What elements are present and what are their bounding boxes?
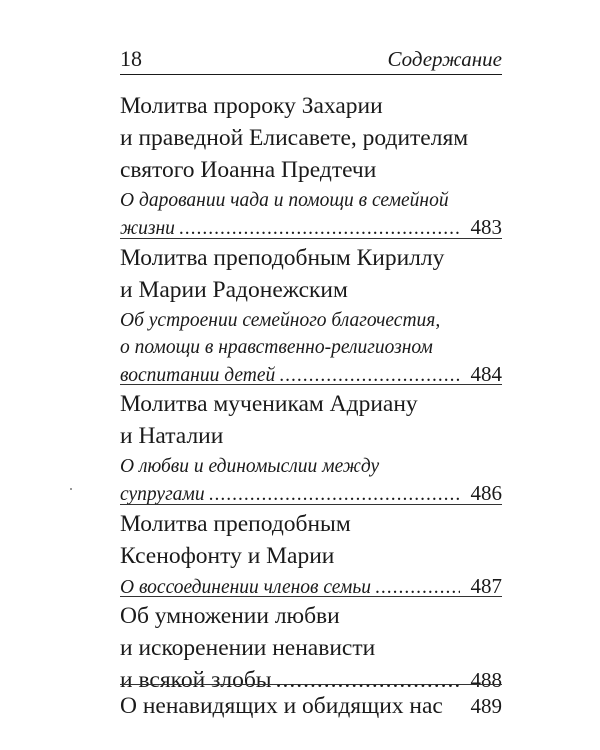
entry-description-line: О даровании чада и помощи в семейной: [120, 190, 449, 211]
toc-entry[interactable]: [120, 90, 502, 240]
entry-last-text: О воссоединении членов семьи: [120, 577, 371, 598]
header-rule: [120, 74, 502, 75]
entry-description-line: Об устроении семейного благочестия,: [120, 310, 441, 331]
entry-title-line: святого Иоанна Предтечи: [120, 157, 377, 183]
entry-title-line: Молитва преподобным Кириллу: [120, 245, 445, 271]
entry-title-line: Молитва мученикам Адриану: [120, 391, 418, 417]
entry-separator: [120, 384, 502, 385]
entry-leader-line: [120, 214, 502, 241]
entry-title-line: и Наталии: [120, 423, 224, 449]
page-number: 18: [120, 46, 142, 71]
entry-last-text: и всякой злобы: [120, 667, 272, 693]
entry-title-line: и Марии Радонежским: [120, 277, 348, 303]
toc-entry[interactable]: [120, 600, 502, 696]
entry-title-line: и праведной Елисавете, родителям: [120, 125, 469, 151]
toc-entry[interactable]: [120, 388, 502, 506]
entry-page-number: 489: [470, 694, 502, 718]
entry-leader-line: [120, 480, 502, 507]
entry-page-number: 483: [470, 215, 502, 239]
print-speck: [70, 488, 72, 490]
entry-page-number: 487: [470, 574, 502, 598]
entry-last-text: О ненавидящих и обидящих нас: [120, 693, 443, 719]
entry-page-number: 488: [470, 668, 502, 692]
toc-entry[interactable]: [120, 690, 502, 724]
entry-description-line: О любви и единомыслии между: [120, 456, 380, 477]
entry-leader-line: [120, 690, 502, 722]
entry-page-number: 486: [470, 481, 502, 505]
entry-last-text: воспитании детей: [120, 365, 276, 386]
entry-separator: [120, 596, 502, 597]
entry-last-text: жизни: [120, 218, 175, 239]
entry-title-line: и искоренении ненависти: [120, 635, 376, 661]
entry-separator: [120, 238, 502, 239]
toc-entry[interactable]: [120, 508, 502, 598]
entry-title-line: Молитва пророку Захарии: [120, 93, 383, 119]
entry-separator: [120, 684, 502, 685]
entry-description-line: о помощи в нравственно-религиозном: [120, 337, 433, 358]
entry-last-text: супругами: [120, 484, 205, 505]
page-header: [120, 42, 502, 76]
running-title: Содержание: [387, 47, 502, 71]
toc-entry[interactable]: [120, 242, 502, 387]
entry-title-line: Ксенофонту и Марии: [120, 543, 335, 569]
entry-title-line: Молитва преподобным: [120, 511, 351, 537]
entry-separator: [120, 504, 502, 505]
entry-title-line: Об умножении любви: [120, 603, 340, 629]
entry-page-number: 484: [470, 362, 502, 386]
